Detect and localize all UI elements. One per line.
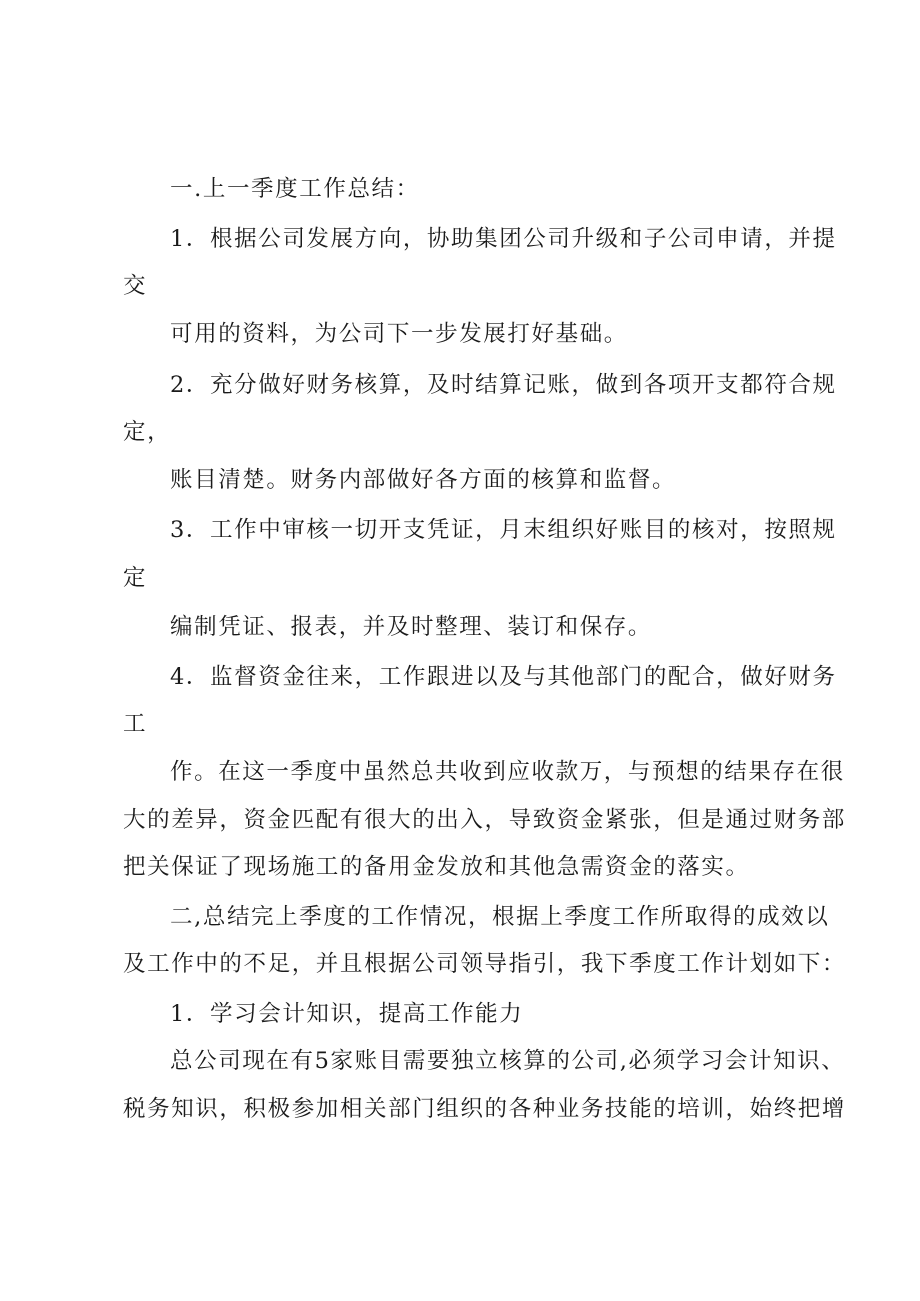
paragraph-line: 3．工作中审核一切开支凭证，月末组织好账目的核对，按照规 <box>170 517 837 543</box>
paragraph-line: 编制凭证、报表，并及时整理、装订和保存。 <box>170 614 653 640</box>
paragraph-line: 工 <box>123 711 148 737</box>
paragraph-line: 税务知识，积极参加相关部门组织的各种业务技能的培训，始终把增 <box>123 1096 847 1122</box>
paragraph-line: 交 <box>123 273 148 299</box>
paragraph-line: 4．监督资金往来，工作跟进以及与其他部门的配合，做好财务 <box>170 664 837 690</box>
paragraph-line: 及工作中的不足，并且根据公司领导指引，我下季度工作计划如下： <box>123 951 847 977</box>
paragraph-line: 大的差异，资金匹配有很大的出入，导致资金紧张，但是通过财务部 <box>123 807 847 833</box>
paragraph-line: 定， <box>123 419 172 445</box>
paragraph-line: 2．充分做好财务核算，及时结算记账，做到各项开支都符合规 <box>170 372 837 398</box>
paragraph-line: 可用的资料，为公司下一步发展打好基础。 <box>170 321 628 347</box>
paragraph-line: 作。在这一季度中虽然总共收到应收款万，与预想的结果存在很 <box>170 759 845 785</box>
paragraph-line: 1．根据公司发展方向，协助集团公司升级和子公司申请，并提 <box>170 226 837 252</box>
paragraph-line: 定 <box>123 565 148 591</box>
subsection-heading: 1．学习会计知识，提高工作能力 <box>170 1001 524 1027</box>
section-two-heading: 二,总结完上季度的工作情况，根据上季度工作所取得的成效以 <box>170 904 830 930</box>
paragraph-line: 账目清楚。财务内部做好各方面的核算和监督。 <box>170 467 677 493</box>
paragraph-line: 总公司现在有5家账目需要独立核算的公司,必须学习会计知识、 <box>170 1048 846 1074</box>
paragraph-line: 把关保证了现场施工的备用金发放和其他急需资金的落实。 <box>123 854 750 880</box>
section-one-heading: 一.上一季度工作总结： <box>170 176 420 202</box>
